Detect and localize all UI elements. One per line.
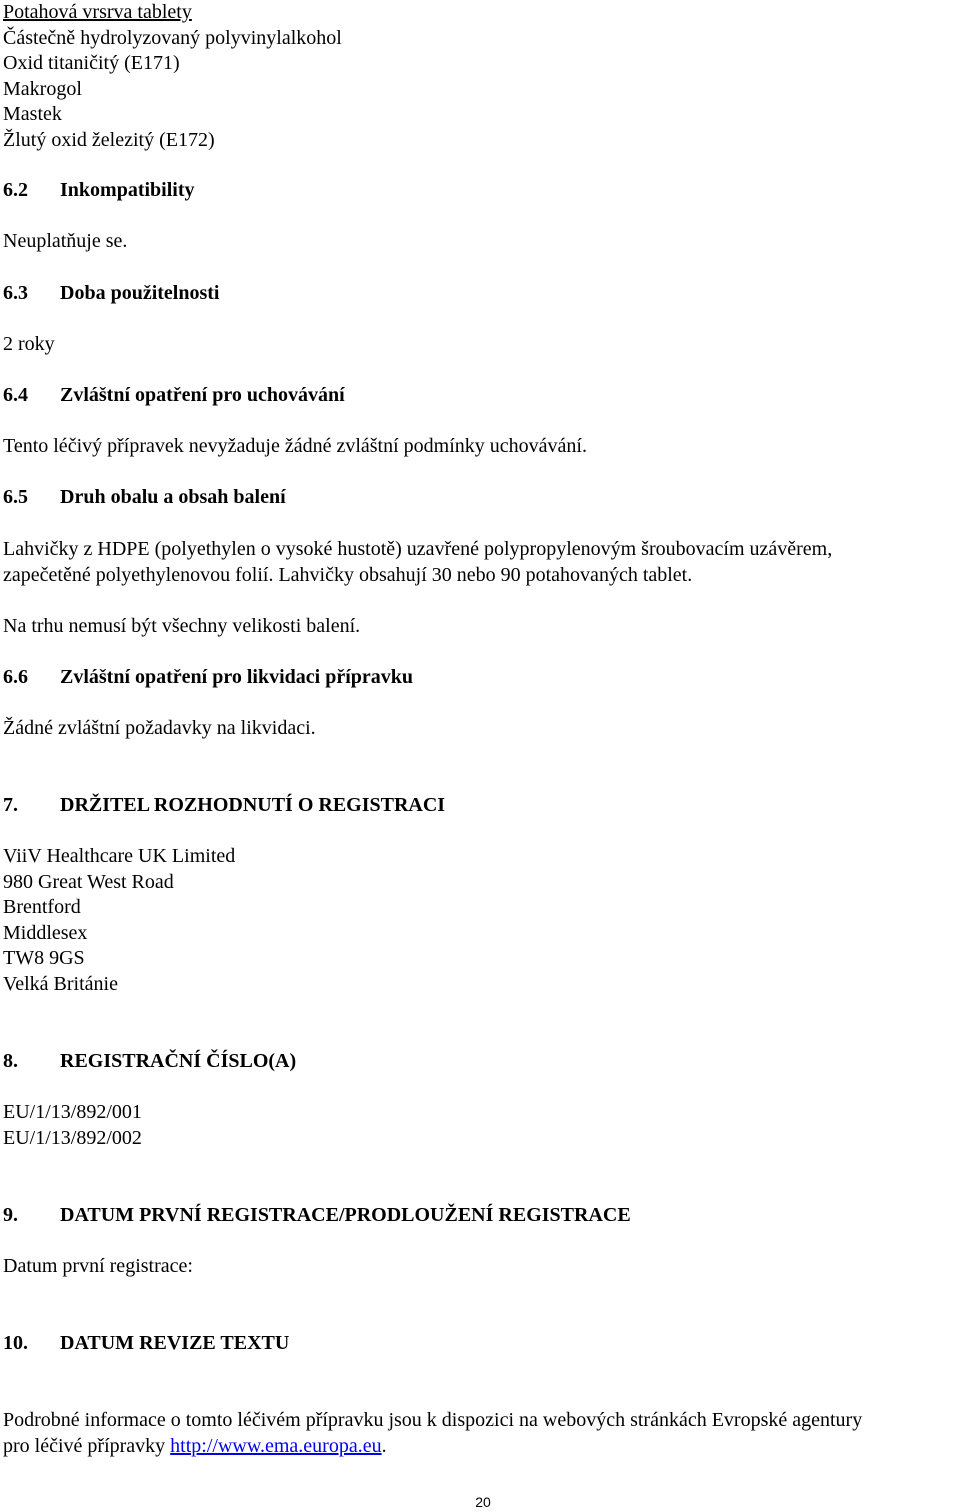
section-heading-8 <box>3 1049 958 1075</box>
section-title: Druh obalu a obsah balení <box>60 486 286 508</box>
section-title: DATUM REVIZE TEXTU <box>60 1332 290 1354</box>
paragraph: Na trhu nemusí být všechny velikosti balení. <box>3 615 361 637</box>
coating-item: Oxid titaničitý (E171) <box>3 52 180 75</box>
section-number: 6.4 <box>3 384 28 406</box>
section-number: 6.6 <box>3 666 28 688</box>
ema-website-link[interactable]: http://www.ema.europa.eu <box>170 1434 382 1457</box>
section-number: 9. <box>3 1204 18 1226</box>
address-line: Middlesex <box>3 921 88 944</box>
coating-section <box>3 0 958 154</box>
coating-item: Žlutý oxid železitý (E172) <box>3 128 215 151</box>
section-heading-6-6 <box>3 665 958 691</box>
address-line: Brentford <box>3 896 81 919</box>
section-title: Zvláštní opatření pro likvidaci přípravku <box>60 666 414 688</box>
paragraph-text: pro léčivé přípravky <box>3 1434 171 1457</box>
registration-numbers <box>3 1100 958 1151</box>
paragraph: Žádné zvláštní požadavky na likvidaci. <box>3 717 316 739</box>
address-line: Velká Británie <box>3 972 118 995</box>
section-number: 8. <box>3 1050 18 1072</box>
paragraph-line: Lahvičky z HDPE (polyethylen o vysoké hustotě) uzavřené polypropylenovým šroubovacím uzávěrem, <box>3 538 833 560</box>
section-title: Zvláštní opatření pro uchovávání <box>60 384 345 406</box>
section-text-6-5 <box>3 537 958 588</box>
paragraph-line: Podrobné informace o tomto léčivém přípravku jsou k dispozici na webových stránkách Evropské agentury <box>3 1409 863 1431</box>
coating-item: Makrogol <box>3 77 82 100</box>
paragraph-line <box>3 1434 958 1460</box>
address-line: 980 Great West Road <box>3 870 174 893</box>
section-text-6-4 <box>3 434 958 460</box>
section-number: 6.2 <box>3 179 28 201</box>
address-line: ViiV Healthcare UK Limited <box>3 845 236 867</box>
section-heading-6-4 <box>3 383 958 409</box>
section-text-6-3 <box>3 332 958 358</box>
section-text-6-6 <box>3 716 958 742</box>
section-number: 6.3 <box>3 282 28 304</box>
section-title: DRŽITEL ROZHODNUTÍ O REGISTRACI <box>60 794 446 816</box>
section-number: 6.5 <box>3 486 28 508</box>
paragraph: Datum první registrace: <box>3 1255 193 1277</box>
page-number: 20 <box>475 1494 491 1510</box>
paragraph: Neuplatňuje se. <box>3 230 128 252</box>
coating-item: Mastek <box>3 103 62 126</box>
paragraph-line: zapečetěné polyethylenovou folií. Lahvičky obsahují 30 nebo 90 potahovaných tablet. <box>3 563 693 586</box>
section-text-6-5-note <box>3 614 958 640</box>
holder-address <box>3 844 958 998</box>
section-heading-9 <box>3 1203 958 1229</box>
section-title: REGISTRAČNÍ ČÍSLO(A) <box>60 1050 297 1072</box>
coating-title: Potahová vrsrva tablety <box>3 1 192 23</box>
registration-number: EU/1/13/892/001 <box>3 1101 142 1123</box>
paragraph-text: . <box>381 1434 387 1457</box>
section-heading-6-3 <box>3 281 958 307</box>
section-text-6-2 <box>3 229 958 255</box>
section-title: Inkompatibility <box>60 179 195 201</box>
section-heading-7 <box>3 793 958 819</box>
section-heading-6-5 <box>3 485 958 511</box>
address-line: TW8 9GS <box>3 947 85 970</box>
paragraph: 2 roky <box>3 333 55 355</box>
section-number: 7. <box>3 794 18 816</box>
section-text-10 <box>3 1408 958 1459</box>
paragraph: Tento léčivý přípravek nevyžaduje žádné zvláštní podmínky uchovávání. <box>3 435 587 457</box>
coating-item: Částečně hydrolyzovaný polyvinylalkohol <box>3 26 342 49</box>
section-heading-6-2 <box>3 178 958 204</box>
registration-number: EU/1/13/892/002 <box>3 1126 142 1149</box>
section-title: Doba použitelnosti <box>60 282 220 304</box>
section-title: DATUM PRVNÍ REGISTRACE/PRODLOUŽENÍ REGISTRACE <box>60 1204 631 1226</box>
section-heading-10 <box>3 1331 958 1357</box>
section-number: 10. <box>3 1332 28 1354</box>
section-text-9 <box>3 1254 958 1280</box>
